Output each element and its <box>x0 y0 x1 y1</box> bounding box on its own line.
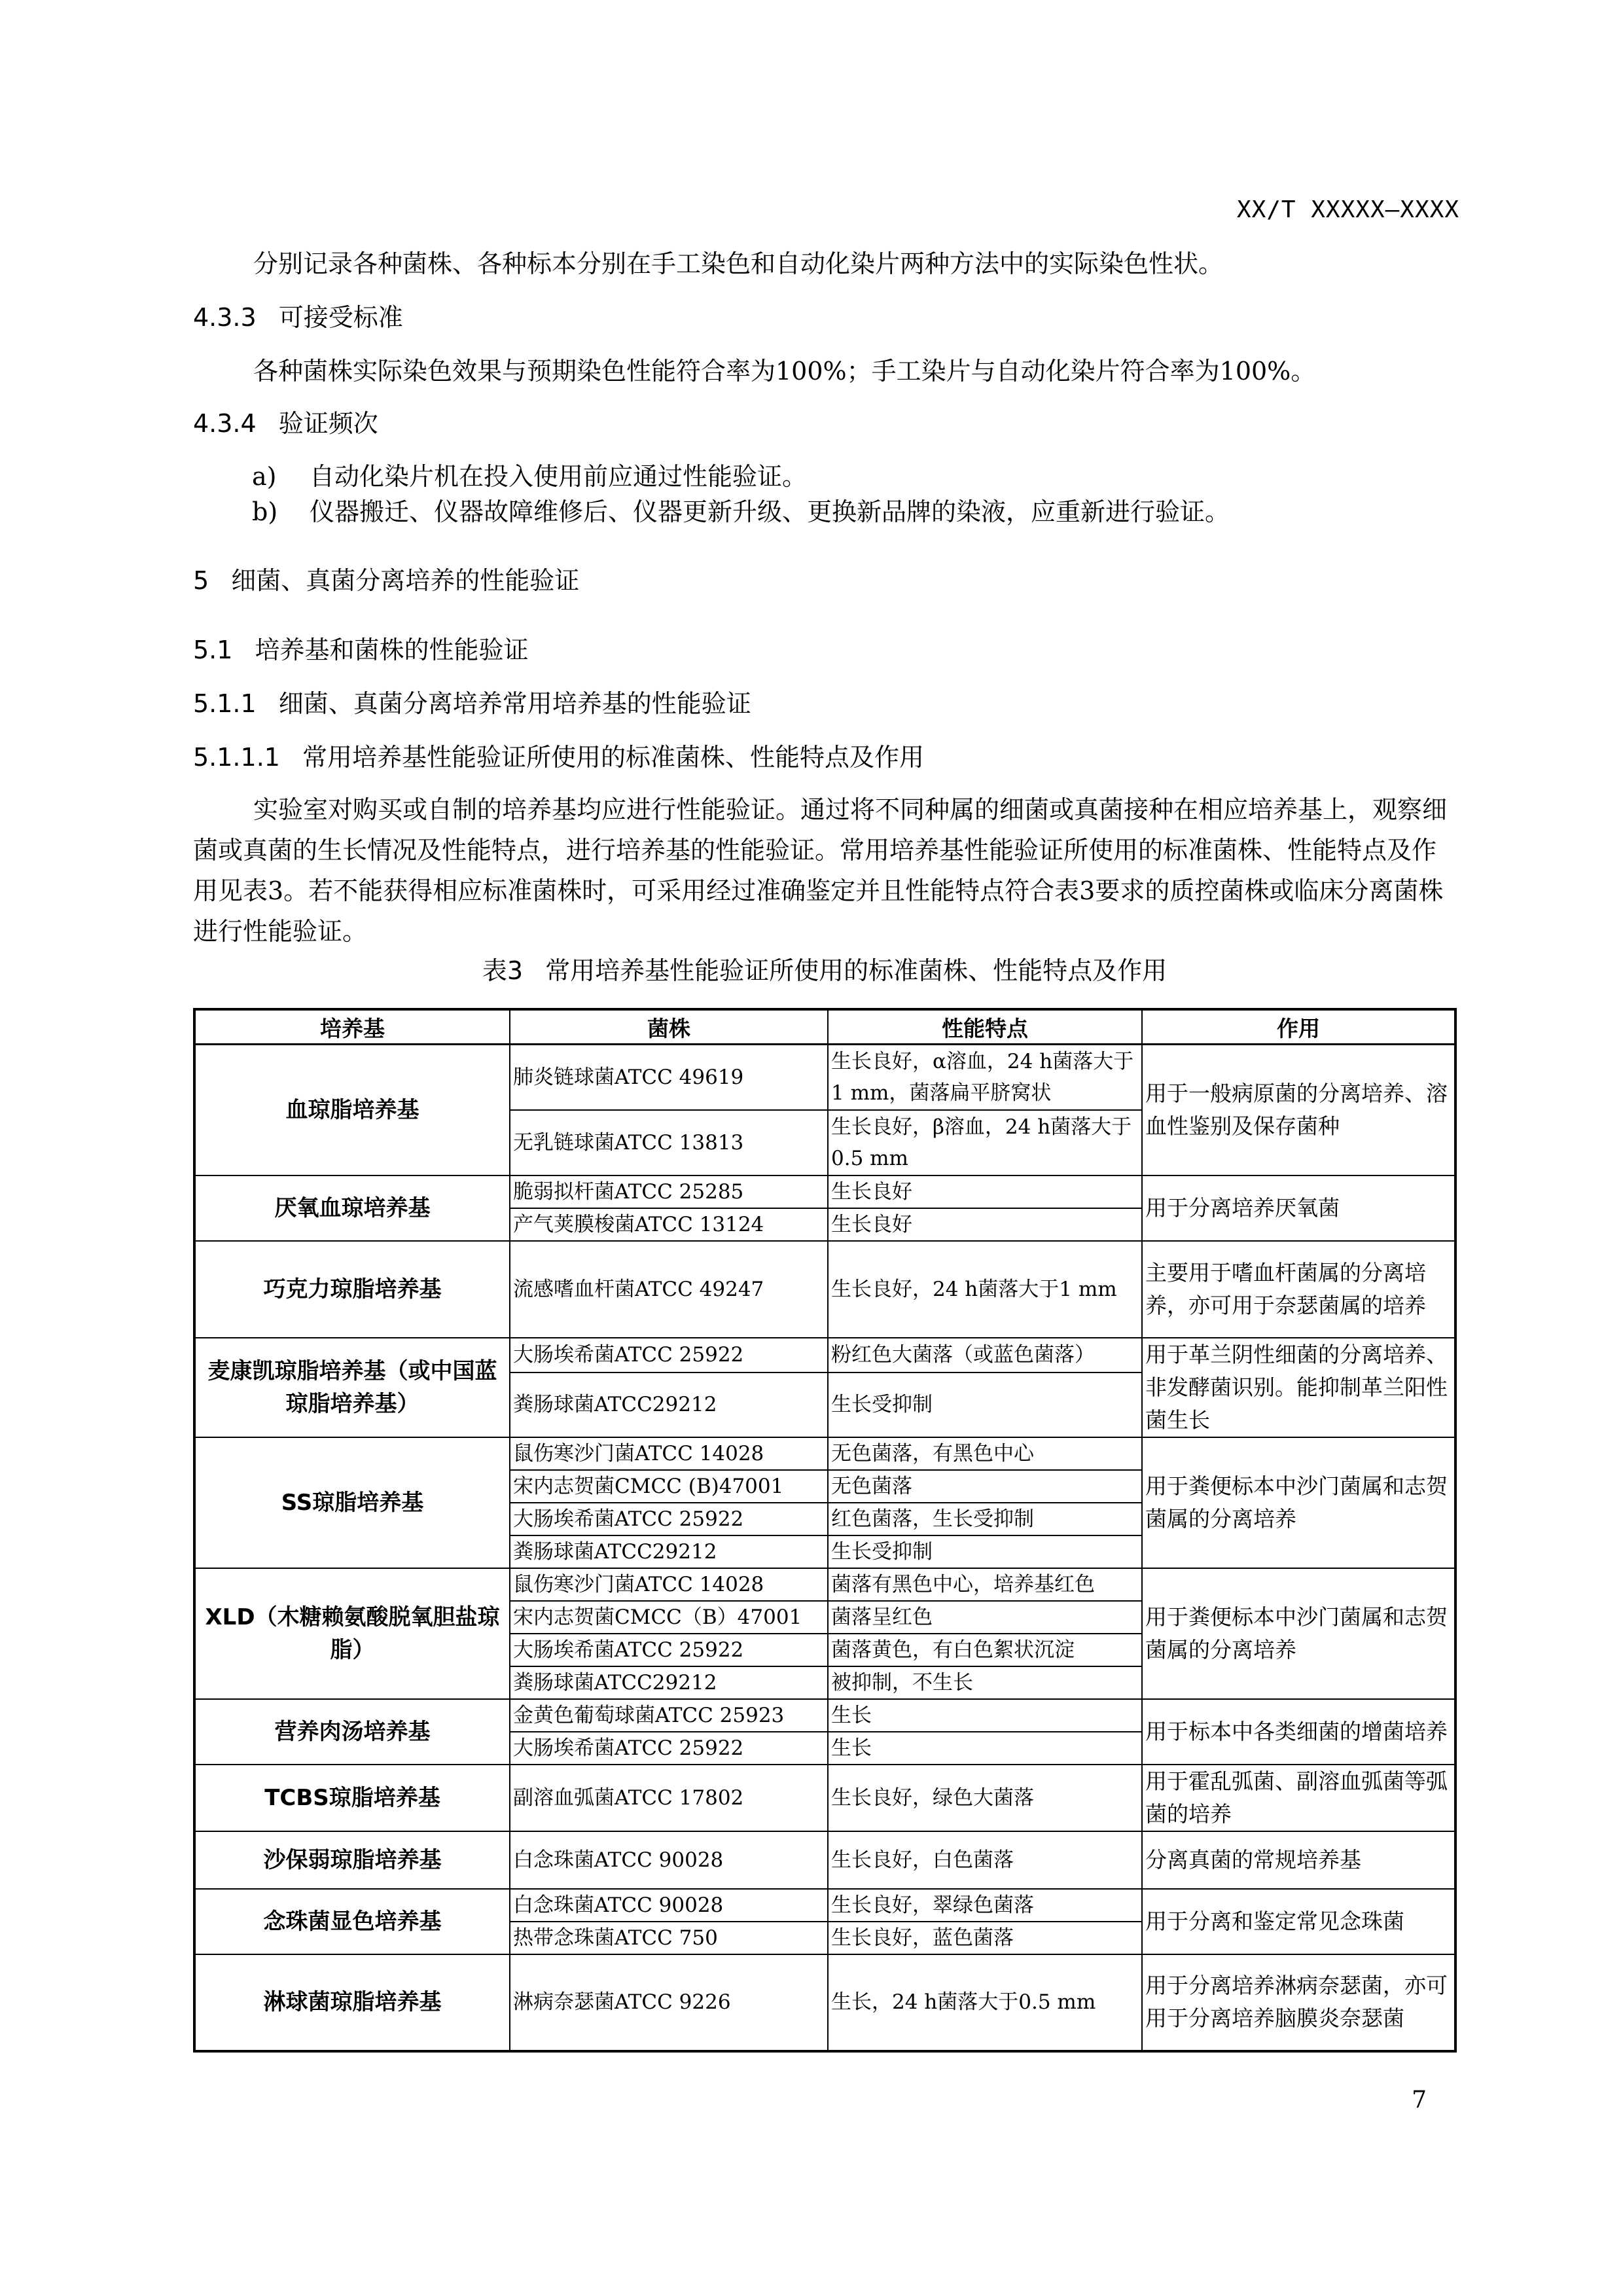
feature-cell: 无色菌落，有黑色中心 <box>828 1437 1142 1470</box>
medium-cell: 沙保弱琼脂培养基 <box>194 1831 510 1889</box>
section-number: 5 <box>193 566 209 595</box>
paragraph-accept: 各种菌株实际染色效果与预期染色性能符合率为100%；手工染片与自动化染片符合率为100%。 <box>253 357 1316 386</box>
strain-cell: 金黄色葡萄球菌ATCC 25923 <box>510 1699 828 1732</box>
strain-cell: 白念珠菌ATCC 90028 <box>510 1889 828 1922</box>
medium-cell: 念珠菌显色培养基 <box>194 1889 510 1954</box>
section-title: 细菌、真菌分离培养的性能验证 <box>231 566 580 595</box>
section-number: 5.1.1.1 <box>193 743 280 772</box>
table-row <box>194 1175 1455 1208</box>
table-row <box>194 1437 1455 1470</box>
table-header-row <box>194 1009 1455 1045</box>
feature-cell: 生长良好，绿色大菌落 <box>828 1765 1142 1831</box>
strain-cell: 大肠埃希菌ATCC 25922 <box>510 1503 828 1535</box>
table-title: 常用培养基性能验证所使用的标准菌株、性能特点及作用 <box>545 956 1168 985</box>
feature-cell: 生长 <box>828 1699 1142 1732</box>
medium-cell: 巧克力琼脂培养基 <box>194 1241 510 1338</box>
section-4-3-3 <box>193 301 403 334</box>
paragraph-lab: 实验室对购买或自制的培养基均应进行性能验证。通过将不同种属的细菌或真菌接种在相应培养基上，观察细菌或真菌的生长情况及性能特点，进行培养基的性能验证。常用培养基性能验证所使用的标准菌株、性能特点及作用见表3。若不能获得相应标准菌株时，可采用经过准确鉴定并且性能特点符合表3要求的质控菌株或临床分离菌株进行性能验证。 <box>193 795 1448 946</box>
feature-cell: 生长良好，24 h菌落大于1 mm <box>828 1241 1142 1338</box>
medium-cell: 营养肉汤培养基 <box>194 1699 510 1765</box>
feature-cell: 生长良好，蓝色菌落 <box>828 1922 1142 1954</box>
section-number: 4.3.4 <box>193 409 257 438</box>
header-medium: 培养基 <box>194 1009 510 1045</box>
feature-cell: 生长良好 <box>828 1208 1142 1241</box>
strain-cell: 鼠伤寒沙门菌ATCC 14028 <box>510 1437 828 1470</box>
header-use: 作用 <box>1142 1009 1455 1045</box>
feature-cell: 生长良好，β溶血，24 h菌落大于0.5 mm <box>828 1110 1142 1175</box>
use-cell: 用于粪便标本中沙门菌属和志贺菌属的分离培养 <box>1142 1437 1455 1568</box>
strain-cell: 粪肠球菌ATCC29212 <box>510 1372 828 1437</box>
use-cell: 用于分离和鉴定常见念珠菌 <box>1142 1889 1455 1954</box>
strain-cell: 宋内志贺菌CMCC (B)47001 <box>510 1470 828 1503</box>
section-5-1-1-1 <box>193 741 924 774</box>
section-title: 培养基和菌株的性能验证 <box>255 636 529 664</box>
table-row <box>194 1568 1455 1601</box>
header-strain: 菌株 <box>510 1009 828 1045</box>
feature-cell: 菌落有黑色中心，培养基红色 <box>828 1568 1142 1601</box>
strain-cell: 鼠伤寒沙门菌ATCC 14028 <box>510 1568 828 1601</box>
strain-cell: 淋病奈瑟菌ATCC 9226 <box>510 1954 828 2051</box>
feature-cell: 生长受抑制 <box>828 1535 1142 1568</box>
strain-cell: 肺炎链球菌ATCC 49619 <box>510 1045 828 1110</box>
use-cell: 用于一般病原菌的分离培养、溶血性鉴别及保存菌种 <box>1142 1045 1455 1175</box>
section-number: 5.1.1 <box>193 689 257 718</box>
strain-cell: 无乳链球菌ATCC 13813 <box>510 1110 828 1175</box>
table-row <box>194 1045 1455 1110</box>
strain-cell: 大肠埃希菌ATCC 25922 <box>510 1732 828 1765</box>
section-4-3-4 <box>193 407 378 440</box>
feature-cell: 生长受抑制 <box>828 1372 1142 1437</box>
medium-cell: 麦康凯琼脂培养基（或中国蓝琼脂培养基） <box>194 1338 510 1437</box>
list-text: 仪器搬迁、仪器故障维修后、仪器更新升级、更换新品牌的染液，应重新进行验证。 <box>310 497 1230 526</box>
medium-cell: 厌氧血琼培养基 <box>194 1175 510 1241</box>
paragraph-record: 分别记录各种菌株、各种标本分别在手工染色和自动化染片两种方法中的实际染色性状。 <box>253 249 1224 278</box>
medium-cell: SS琼脂培养基 <box>194 1437 510 1568</box>
medium-cell: TCBS琼脂培养基 <box>194 1765 510 1831</box>
use-cell: 用于分离培养淋病奈瑟菌，亦可用于分离培养脑膜炎奈瑟菌 <box>1142 1954 1455 2051</box>
strain-cell: 宋内志贺菌CMCC（B）47001 <box>510 1601 828 1634</box>
use-cell: 用于革兰阴性细菌的分离培养、非发酵菌识别。能抑制革兰阳性菌生长 <box>1142 1338 1455 1437</box>
medium-cell: 淋球菌琼脂培养基 <box>194 1954 510 2051</box>
strain-cell: 流感嗜血杆菌ATCC 49247 <box>510 1241 828 1338</box>
use-cell: 用于霍乱弧菌、副溶血弧菌等弧菌的培养 <box>1142 1765 1455 1831</box>
table-row <box>194 1889 1455 1922</box>
strain-cell: 粪肠球菌ATCC29212 <box>510 1535 828 1568</box>
page-number: 7 <box>1412 2087 1427 2113</box>
feature-cell: 生长 <box>828 1732 1142 1765</box>
list-marker: a) <box>252 462 277 491</box>
header-feature: 性能特点 <box>828 1009 1142 1045</box>
strain-cell: 大肠埃希菌ATCC 25922 <box>510 1634 828 1666</box>
use-cell: 用于标本中各类细菌的增菌培养 <box>1142 1699 1455 1765</box>
table-row <box>194 1954 1455 2051</box>
list-item <box>252 460 807 493</box>
section-title: 可接受标准 <box>278 303 403 332</box>
section-number: 4.3.3 <box>193 303 257 332</box>
use-cell: 用于粪便标本中沙门菌属和志贺菌属的分离培养 <box>1142 1568 1455 1699</box>
use-cell: 分离真菌的常规培养基 <box>1142 1831 1455 1889</box>
table-number: 表3 <box>482 956 524 985</box>
feature-cell: 生长良好，白色菌落 <box>828 1831 1142 1889</box>
section-number: 5.1 <box>193 636 233 664</box>
table-row <box>194 1241 1455 1338</box>
use-cell: 主要用于嗜血杆菌属的分离培养，亦可用于奈瑟菌属的培养 <box>1142 1241 1455 1338</box>
strain-cell: 粪肠球菌ATCC29212 <box>510 1666 828 1699</box>
section-title: 细菌、真菌分离培养常用培养基的性能验证 <box>278 689 751 718</box>
strain-cell: 产气荚膜梭菌ATCC 13124 <box>510 1208 828 1241</box>
strain-cell: 脆弱拟杆菌ATCC 25285 <box>510 1175 828 1208</box>
strain-cell: 大肠埃希菌ATCC 25922 <box>510 1338 828 1372</box>
feature-cell: 被抑制，不生长 <box>828 1666 1142 1699</box>
strain-cell: 副溶血弧菌ATCC 17802 <box>510 1765 828 1831</box>
feature-cell: 无色菌落 <box>828 1470 1142 1503</box>
feature-cell: 粉红色大菌落（或蓝色菌落） <box>828 1338 1142 1372</box>
table-row <box>194 1831 1455 1889</box>
strain-cell: 白念珠菌ATCC 90028 <box>510 1831 828 1889</box>
feature-cell: 生长良好，翠绿色菌落 <box>828 1889 1142 1922</box>
culture-media-table <box>193 1008 1457 2053</box>
feature-cell: 菌落黄色，有白色絮状沉淀 <box>828 1634 1142 1666</box>
feature-cell: 生长，24 h菌落大于0.5 mm <box>828 1954 1142 2051</box>
section-5-1-1 <box>193 687 751 720</box>
use-cell: 用于分离培养厌氧菌 <box>1142 1175 1455 1241</box>
list-marker: b) <box>252 497 278 526</box>
table-row <box>194 1338 1455 1372</box>
section-title: 常用培养基性能验证所使用的标准菌株、性能特点及作用 <box>302 743 924 772</box>
list-item <box>252 495 1230 528</box>
table-row <box>194 1765 1455 1831</box>
medium-cell: XLD（木糖赖氨酸脱氧胆盐琼脂） <box>194 1568 510 1699</box>
section-5-1 <box>193 634 528 666</box>
feature-cell: 生长良好，α溶血，24 h菌落大于1 mm，菌落扁平脐窝状 <box>828 1045 1142 1110</box>
feature-cell: 红色菌落，生长受抑制 <box>828 1503 1142 1535</box>
section-title: 验证频次 <box>278 409 378 438</box>
document-code: XX/T XXXXX—XXXX <box>1236 196 1459 223</box>
table-caption <box>193 954 1456 987</box>
feature-cell: 生长良好 <box>828 1175 1142 1208</box>
feature-cell: 菌落呈红色 <box>828 1601 1142 1634</box>
section-5 <box>193 564 579 597</box>
medium-cell: 血琼脂培养基 <box>194 1045 510 1175</box>
strain-cell: 热带念珠菌ATCC 750 <box>510 1922 828 1954</box>
list-text: 自动化染片机在投入使用前应通过性能验证。 <box>310 462 808 491</box>
table-row <box>194 1699 1455 1732</box>
